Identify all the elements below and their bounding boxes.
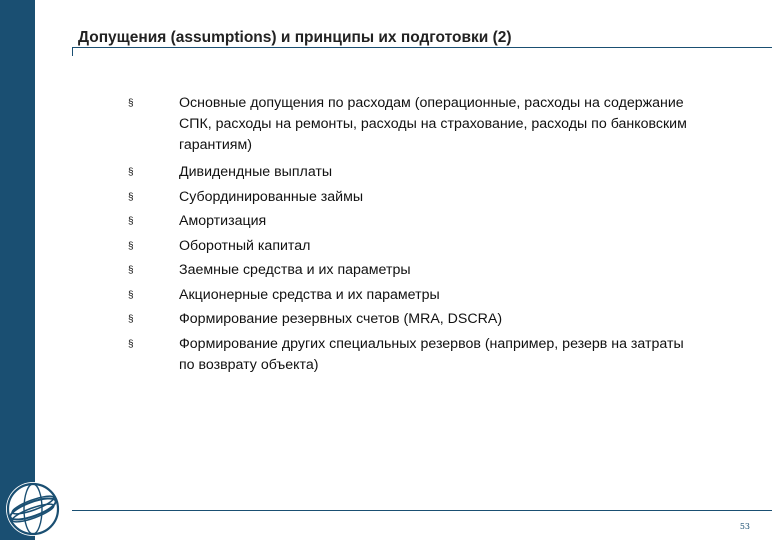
sidebar-bar	[0, 0, 35, 540]
bullet-text: Формирование других специальных резервов (например, резерв на затраты по возврату объекта)	[179, 335, 684, 373]
footer-divider	[72, 510, 772, 511]
title-divider-tick	[72, 47, 73, 56]
bullet-text: Амортизация	[179, 213, 267, 229]
bullet-text: Субординированные займы	[179, 188, 364, 205]
bullet-marker: §	[128, 240, 134, 252]
bullet-marker: §	[128, 167, 134, 178]
list-item	[128, 187, 688, 208]
bullet-marker: §	[128, 216, 134, 227]
slide-title: Допущения (assumptions) и принципы их подготовки (2)	[78, 29, 512, 46]
list-item	[128, 211, 688, 232]
bullet-list	[128, 93, 688, 379]
bullet-marker: §	[128, 265, 134, 276]
bullet-text: Оборотный капитал	[179, 237, 311, 254]
title-divider	[72, 47, 772, 48]
list-item	[128, 236, 688, 257]
bullet-text: Дивидендные выплаты	[179, 164, 333, 180]
globe-logo-icon	[2, 478, 64, 540]
bullet-text: Основные допущения по расходам (операционные, расходы на содержание СПК, расходы на ремонты, расходы на страхование, расходы по банковским гарантиям)	[179, 95, 687, 153]
bullet-marker: §	[128, 98, 134, 109]
page-number: 53	[739, 522, 750, 531]
list-item	[128, 285, 688, 306]
bullet-text: Формирование резервных счетов (MRA, DSCRA)	[179, 311, 503, 327]
list-item	[128, 334, 688, 376]
bullet-text: Заемные средства и их параметры	[179, 262, 411, 278]
list-item	[128, 309, 688, 330]
bullet-marker: §	[128, 289, 134, 301]
list-item	[128, 162, 688, 183]
bullet-marker: §	[128, 338, 134, 350]
bullet-text: Акционерные средства и их параметры	[179, 286, 440, 303]
bullet-marker: §	[128, 314, 134, 325]
list-item	[128, 260, 688, 281]
bullet-marker: §	[128, 191, 134, 203]
list-item	[128, 93, 688, 156]
